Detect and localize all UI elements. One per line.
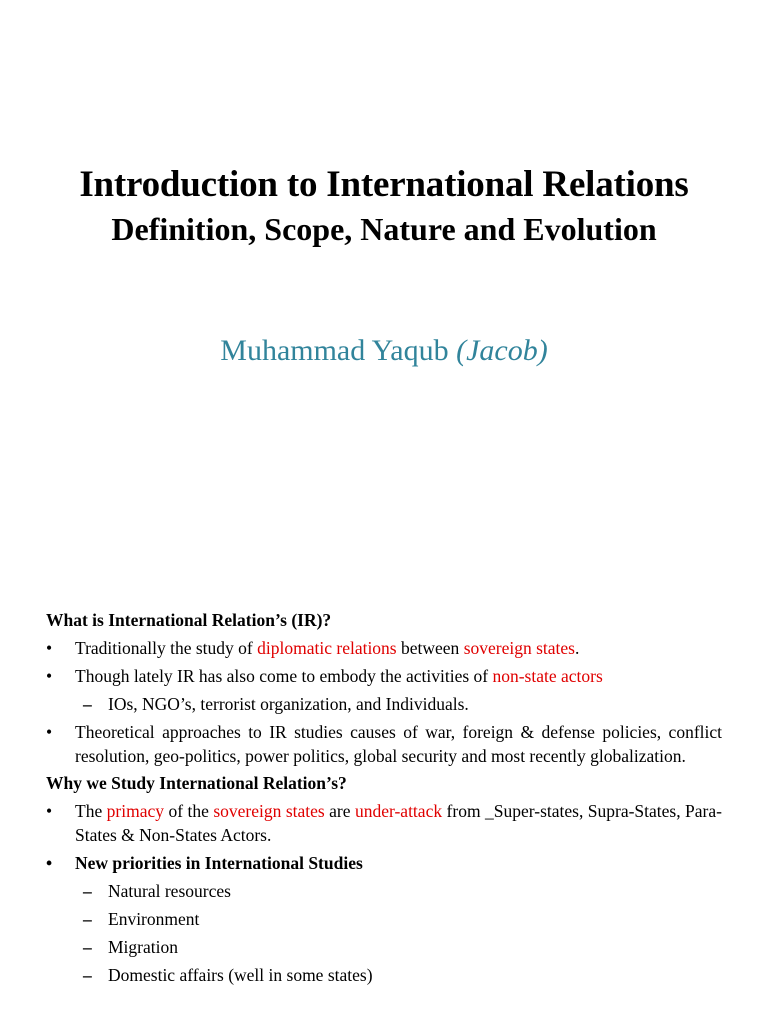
sub-bullet-priority: – Natural resources: [46, 879, 722, 903]
text: of the: [164, 801, 214, 821]
bullet-non-state-actors: [46, 664, 722, 688]
section-heading-why-study-ir: Why we Study International Relation’s?: [46, 773, 347, 793]
sub-bullet-priority: – Environment: [46, 907, 722, 931]
text: The: [75, 801, 107, 821]
author-alias: (Jacob): [456, 334, 548, 367]
text: Though lately IR has also come to embody the activities of: [75, 666, 493, 686]
text: from _Super-states, Supra-States, Para-States & Non-States Actors.: [75, 801, 722, 845]
bullet-theoretical-approaches: • Theoretical approaches to IR studies causes of war, foreign & defense policies, conflict resolution, geo-politics, power politics, global security and most recently globalization.: [46, 720, 722, 768]
slide-title: Introduction to International Relations: [79, 164, 689, 205]
sub-bullet-priority: – Migration: [46, 935, 722, 959]
text: between: [396, 638, 464, 658]
bullet-new-priorities: • New priorities in International Studies: [46, 851, 722, 875]
bullet-primacy-under-attack: [46, 799, 722, 847]
text: are: [324, 801, 355, 821]
highlight-non-state-actors: non-state actors: [492, 666, 603, 686]
author-line: [0, 334, 768, 368]
highlight-primacy: primacy: [106, 801, 165, 821]
document-body: [46, 608, 722, 987]
highlight-diplomatic-relations: diplomatic relations: [257, 638, 397, 658]
sub-bullet-priority: – Domestic affairs (well in some states): [46, 963, 722, 987]
text: .: [574, 638, 580, 658]
author-name: Muhammad Yaqub: [220, 334, 449, 367]
slide-subtitle: Definition, Scope, Nature and Evolution: [111, 211, 657, 247]
highlight-under-attack: under-attack: [354, 801, 443, 821]
highlight-sovereign-states: sovereign states: [213, 801, 325, 821]
sub-bullet-actors-list: – IOs, NGO’s, terrorist organization, and Individuals.: [46, 692, 722, 716]
section-heading-what-is-ir: What is International Relation’s (IR)?: [46, 610, 332, 630]
bullet-traditional-study: [46, 636, 722, 660]
text: Traditionally the study of: [75, 638, 258, 658]
highlight-sovereign-states: sovereign states: [463, 638, 575, 658]
